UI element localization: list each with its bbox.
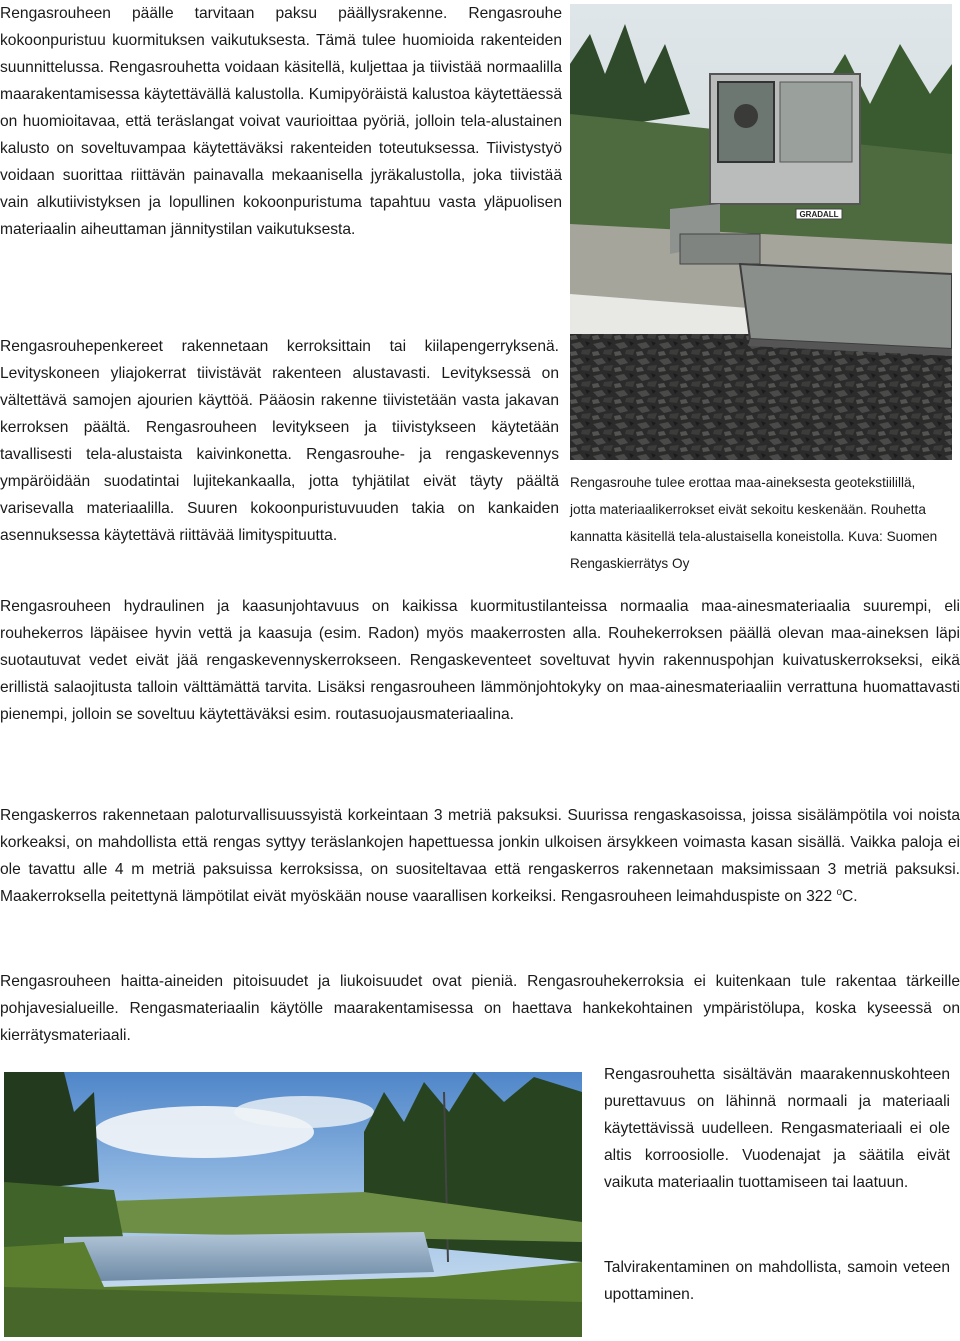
- paragraph-winter-construction: Talvirakentaminen on mahdollista, samoin veteen upottaminen.: [604, 1259, 950, 1303]
- paragraph-demolition-reuse: Rengasrouhetta sisältävän maarakennuskohteen purettavuus on lähinnä normaali ja materiaali käytettävissä uudelleen. Rengasmateriaali ei ole altis korroosiolle. Vuodenajat ja säätila eivät vaikuta materiaalin tuottamiseen tai laatuun.: [604, 1066, 950, 1191]
- lake-landscape-photo: [4, 1072, 582, 1337]
- excavator-on-tire-chips-photo: [570, 4, 952, 460]
- paragraph-tire-chip-structure: Rengasrouheen päälle tarvitaan paksu päällysrakenne. Rengasrouhe kokoonpuristuu kuormituksen vaikutuksesta. Tämä tulee huomioida rakenteiden suunnittelussa. Rengasrouhetta voidaan käsitellä, kuljettaa ja tiivistää normaalilla maarakentamisessa käytettävällä kalustolla. Kumipyöräistä kalustoa käytettäessä on huomioitavaa, että teräslangat voivat vaurioittaa pyöriä, jolloin tela-alustainen kalusto on soveltuvampaa käytettäväksi rakenteiden toteutuksessa. Tiivistystyö voidaan suorittaa riittävän painavalla mekaanisella jyräkalustolla, joka tiivistää vain alkutiivistyksen ja lopullinen kokoonpuristuma tapahtuu vasta yläpuolisen materiaalin aiheuttaman jännitystilan vaikutuksesta.: [0, 5, 562, 238]
- figure-caption: Rengasrouhe tulee erottaa maa-aineksesta geotekstiilillä, jotta materiaalikerrokset eivät sekoitu keskenään. Rouhetta kannatta käsitellä tela-alustaisella koneistolla. Kuva: Suomen Rengaskierrätys Oy: [570, 475, 938, 571]
- paragraph-environmental-permit: Rengasrouheen haitta-aineiden pitoisuudet ja liukoisuudet ovat pieniä. Rengasrouhekerroksia ei kuitenkaan tule rakentaa tärkeille pohjavesialueille. Rengasmateriaalin käytölle maarakentamisessa on haettava hankekohtainen ympäristölupa, koska kyseessä on kierrätysmateriaali.: [0, 973, 960, 1044]
- fire-safety-text: Rengaskerros rakennetaan paloturvallisuussyistä korkeintaan 3 metriä paksuksi. Suurissa rengaskasoissa, joissa sisälämpötila voi noista korkeaksi, on mahdollista että rengas syttyy teräslankojen hapettuessa jonkin ulkoisen ärsykkeen voimasta kasan sisällä. Vaikka paloja ei ole tavattu alle 4 m metriä paksuissa kerroksissa, on suositeltavaa että rengaskerros rakennetaan maksimissaan 3 metriä paksuksi. Maakerroksella peitettynä lämpötilat eivät myöskään nouse vaarallisen korkeiksi. Rengasrouheen leimahduspiste on 322: [0, 807, 960, 905]
- celsius-suffix: C.: [842, 888, 858, 905]
- degree-mark: o: [836, 886, 843, 898]
- paragraph-fire-safety: [0, 802, 960, 910]
- paragraph-embankment-construction: Rengasrouhepenkereet rakennetaan kerroksittain tai kiilapengerryksenä. Levityskoneen yliajokerrat tiivistävät rakenteen alustavasti. Levityksessä on vältettävä samojen ajourien käyttöä. Pääosin rakenne tiivistetään vasta jakavan kerroksen päältä. Rengasrouheen levitykseen ja tiivistykseen käytetään tavallisesti tela-alustaista kaivinkonetta. Rengasrouhe- ja rengaskevennys ympäröidään suodatintai lujitekankaalla, jotta tyhjätilat eivät täyty päältä varisevalla materiaalilla. Suuren kokoonpuristuvuuden takia on kankaiden asennuksessa käytettävä riittävää limityspituutta.: [0, 338, 559, 544]
- excavator-brand-text: GRADALL: [799, 210, 839, 219]
- paragraph-hydraulic-conductivity: Rengasrouheen hydraulinen ja kaasunjohtavuus on kaikissa kuormitustilanteissa normaalia maa-ainesmateriaalia suurempi, eli rouhekerros läpäisee hyvin vettä ja kaasuja (esim. Radon) myös maakerrosten alla. Rouhekerroksen päällä olevan maa-aineksen läpi suotautuvat vedet eivät jää rengaskevennyskerrokseen. Rengaskeventeet soveltuvat hyvin rakennuspohjan kuivatuskerrokseksi, eikä erillistä salaojitusta talloin välttämättä tarvita. Lisäksi rengasrouheen lämmönjohtokyky on maa-ainesmateriaaliin verrattuna huomattavasti pienempi, jolloin se soveltuu käytettäväksi esim. routasuojausmateriaalina.: [0, 598, 960, 723]
